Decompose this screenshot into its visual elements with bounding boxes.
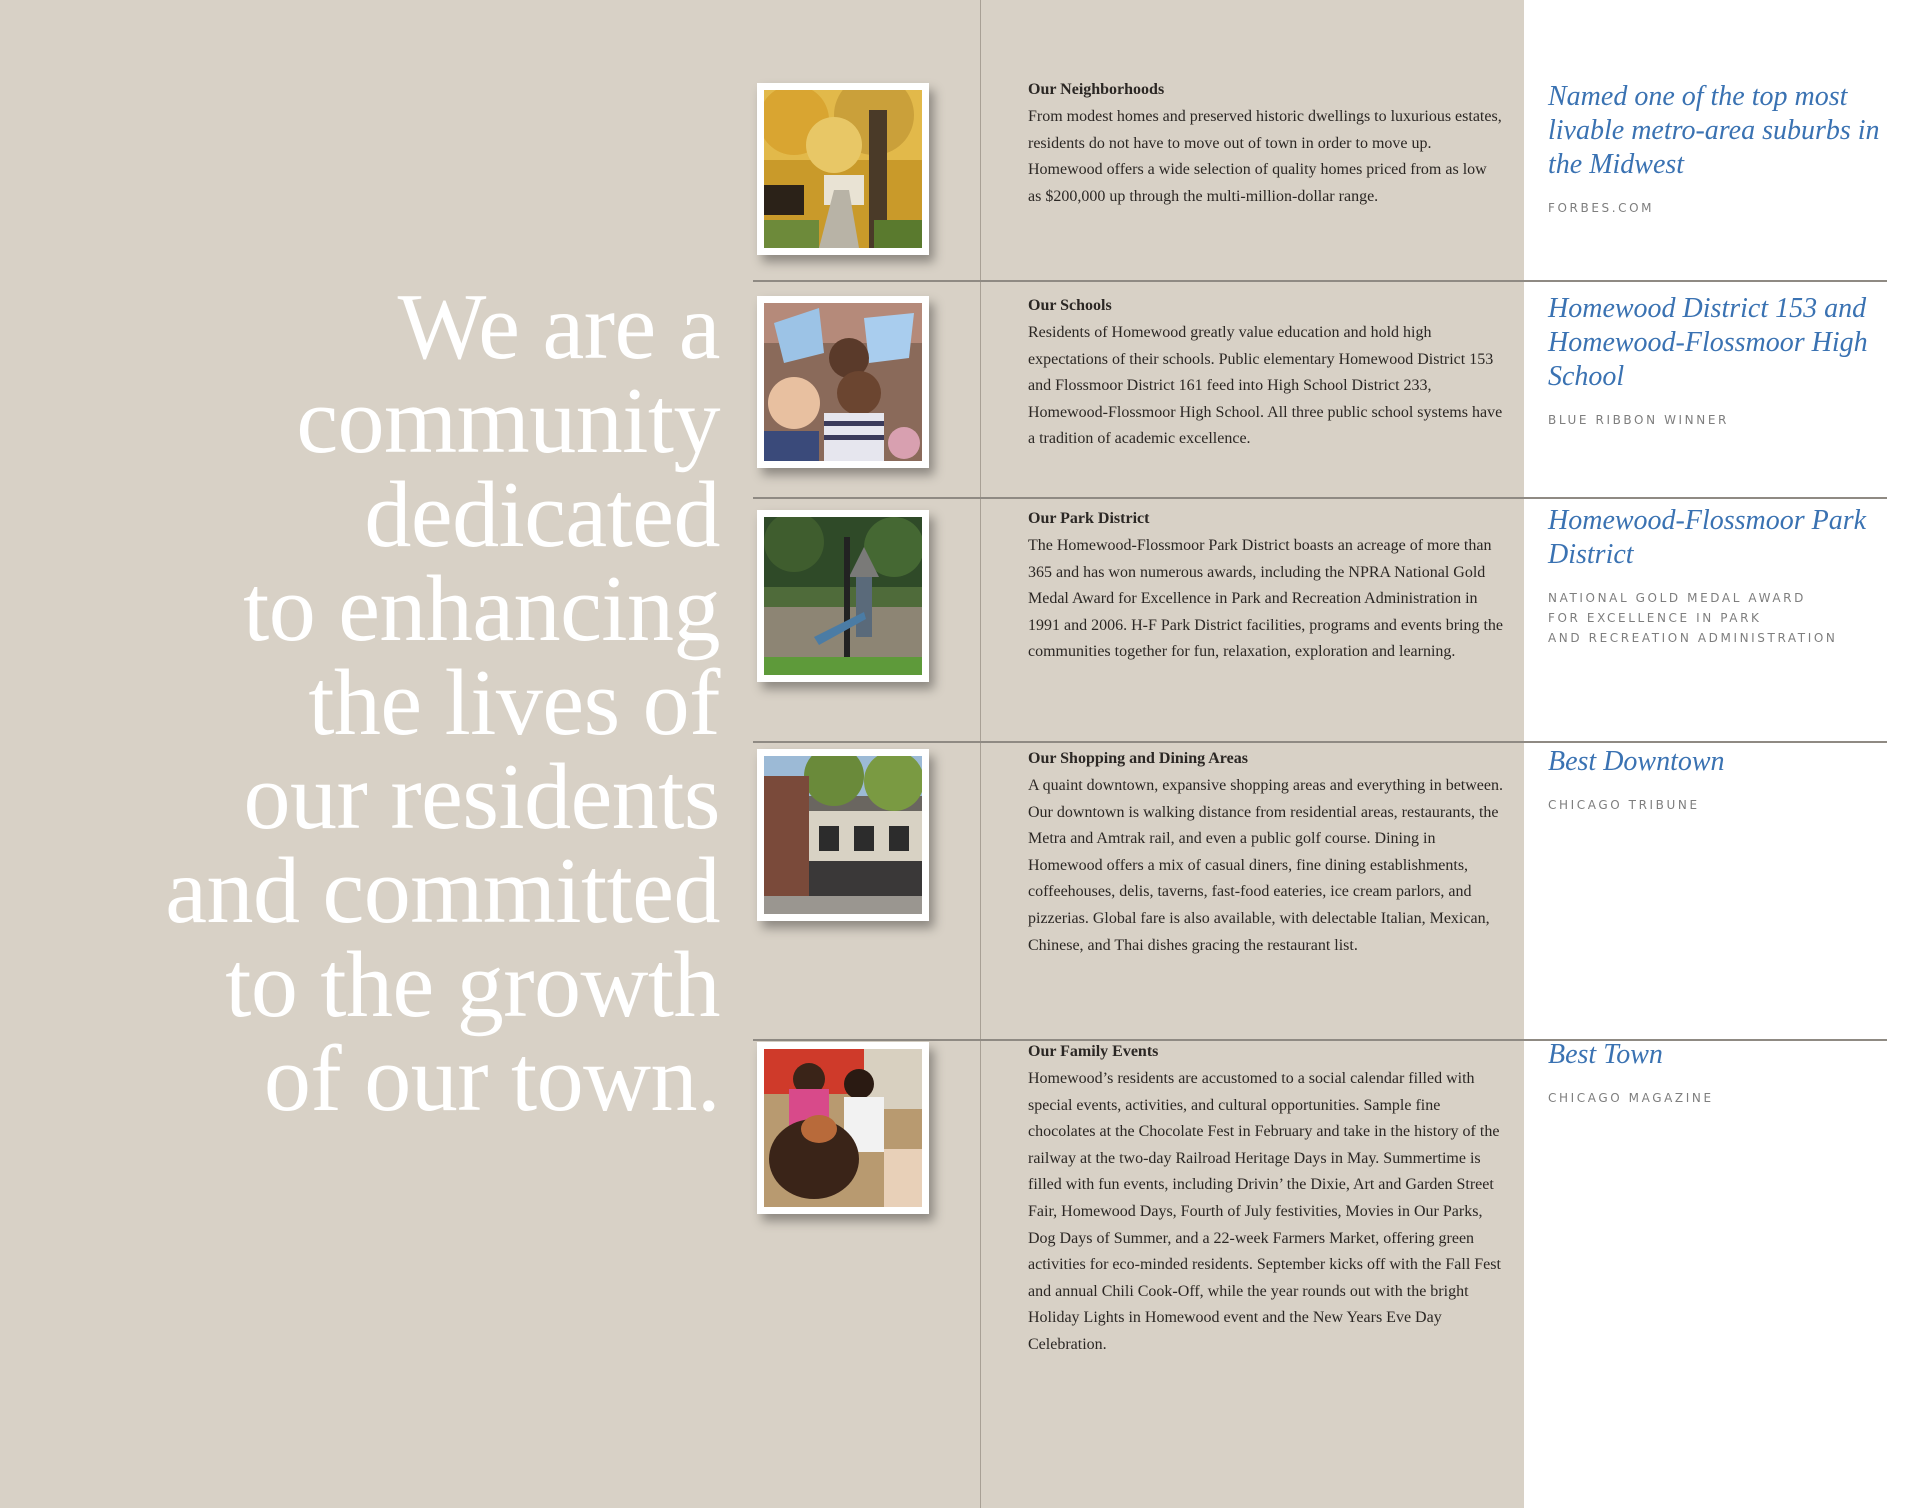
- section-divider: [753, 741, 1887, 743]
- headline-line: to enhancing: [243, 557, 720, 661]
- page-headline: [20, 275, 720, 1131]
- award-forbes: [1548, 80, 1898, 218]
- section-body: Residents of Homewood greatly value education and hold high expectations of their schools. Public elementary Homewood District 153 and Flossmoor District 161 feed into High School District 233, Homewood-Flossmoor High School. All three public school systems have a tradition of academic excellence.: [1028, 324, 1503, 448]
- section-shopping-dining: [1028, 748, 1503, 959]
- schoolchildren-photo: [757, 296, 929, 468]
- award-source: NATIONAL GOLD MEDAL AWARD FOR EXCELLENCE IN PARK AND RECREATION ADMINISTRATION: [1548, 591, 1838, 645]
- headline-line: community: [296, 369, 720, 473]
- section-divider: [753, 497, 1887, 499]
- section-body: From modest homes and preserved historic dwellings to luxurious estates, residents do not have to move out of town in order to move up. Homewood offers a wide selection of quality homes priced from as low as $200,000 up through the multi-million-dollar range.: [1028, 108, 1502, 205]
- section-neighborhoods: [1028, 79, 1503, 210]
- children-with-animal-photo: [757, 1042, 929, 1214]
- headline-line: our residents: [243, 745, 720, 849]
- section-title: Our Shopping and Dining Areas: [1028, 750, 1248, 767]
- headline-line: of our town.: [263, 1027, 720, 1131]
- award-quote: Best Downtown: [1548, 746, 1725, 777]
- section-title: Our Neighborhoods: [1028, 81, 1165, 98]
- park-playground-photo: [757, 510, 929, 682]
- award-quote: Named one of the top most livable metro-area suburbs in the Midwest: [1548, 81, 1880, 180]
- award-source: CHICAGO TRIBUNE: [1548, 798, 1700, 812]
- section-title: Our Park District: [1028, 510, 1150, 527]
- headline-line: to the growth: [225, 933, 720, 1037]
- section-title: Our Family Events: [1028, 1043, 1159, 1060]
- headline-line: the lives of: [308, 651, 720, 755]
- award-quote: Best Town: [1548, 1039, 1663, 1070]
- section-family-events: [1028, 1041, 1503, 1359]
- award-source: BLUE RIBBON WINNER: [1548, 413, 1729, 427]
- section-divider: [753, 280, 1887, 282]
- award-chicago-tribune: [1548, 745, 1898, 815]
- award-quote: Homewood-Flossmoor Park District: [1548, 505, 1867, 570]
- section-body: Homewood’s residents are accustomed to a social calendar filled with special events, activities, and cultural opportunities. Sample fine chocolates at the Chocolate Fest in February and take in the history of the railway at the two-day Railroad Heritage Days in May. Summertime is filled with fun events, including Drivin’ the Dixie, Art and Garden Street Fair, Homewood Days, Fourth of July festivities, Movies in Our Parks, Dog Days of Summer, and a 22-week Farmers Market, offering green activities for eco-minded residents. September kicks off with the Fall Fest and annual Chili Cook-Off, while the year rounds out with the bright Holiday Lights in Homewood event and the New Years Eve Day Celebration.: [1028, 1070, 1501, 1353]
- award-source: CHICAGO MAGAZINE: [1548, 1091, 1714, 1105]
- autumn-street-photo: [757, 83, 929, 255]
- award-blue-ribbon: [1548, 292, 1898, 430]
- section-schools: [1028, 295, 1503, 453]
- headline-line: and committed: [165, 839, 720, 943]
- award-quote: Homewood District 153 and Homewood-Flossmoor High School: [1548, 293, 1868, 392]
- section-body: A quaint downtown, expansive shopping areas and everything in between. Our downtown is walking distance from residential areas, restaurants, the Metra and Amtrak rail, and even a public golf course. Dining in Homewood offers a mix of casual diners, fine dining establishments, coffeehouses, delis, taverns, fast-food eateries, ice cream parlors, and pizzerias. Global fare is also available, with delectable Italian, Mexican, Chinese, and Thai dishes gracing the restaurant list.: [1028, 777, 1503, 954]
- downtown-street-photo: [757, 749, 929, 921]
- headline-line: We are a: [397, 275, 720, 379]
- section-body: The Homewood-Flossmoor Park District boasts an acreage of more than 365 and has won numerous awards, including the NPRA National Gold Medal Award for Excellence in Park and Recreation Administration in 1991 and 2006. H-F Park District facilities, programs and events bring the communities together for fun, relaxation, exploration and learning.: [1028, 537, 1504, 661]
- award-source: FORBES.COM: [1548, 201, 1655, 215]
- column-divider: [980, 0, 981, 1508]
- award-gold-medal: [1548, 504, 1898, 648]
- section-title: Our Schools: [1028, 297, 1112, 314]
- award-chicago-magazine: [1548, 1038, 1898, 1108]
- headline-line: dedicated: [364, 463, 720, 567]
- section-park-district: [1028, 508, 1503, 666]
